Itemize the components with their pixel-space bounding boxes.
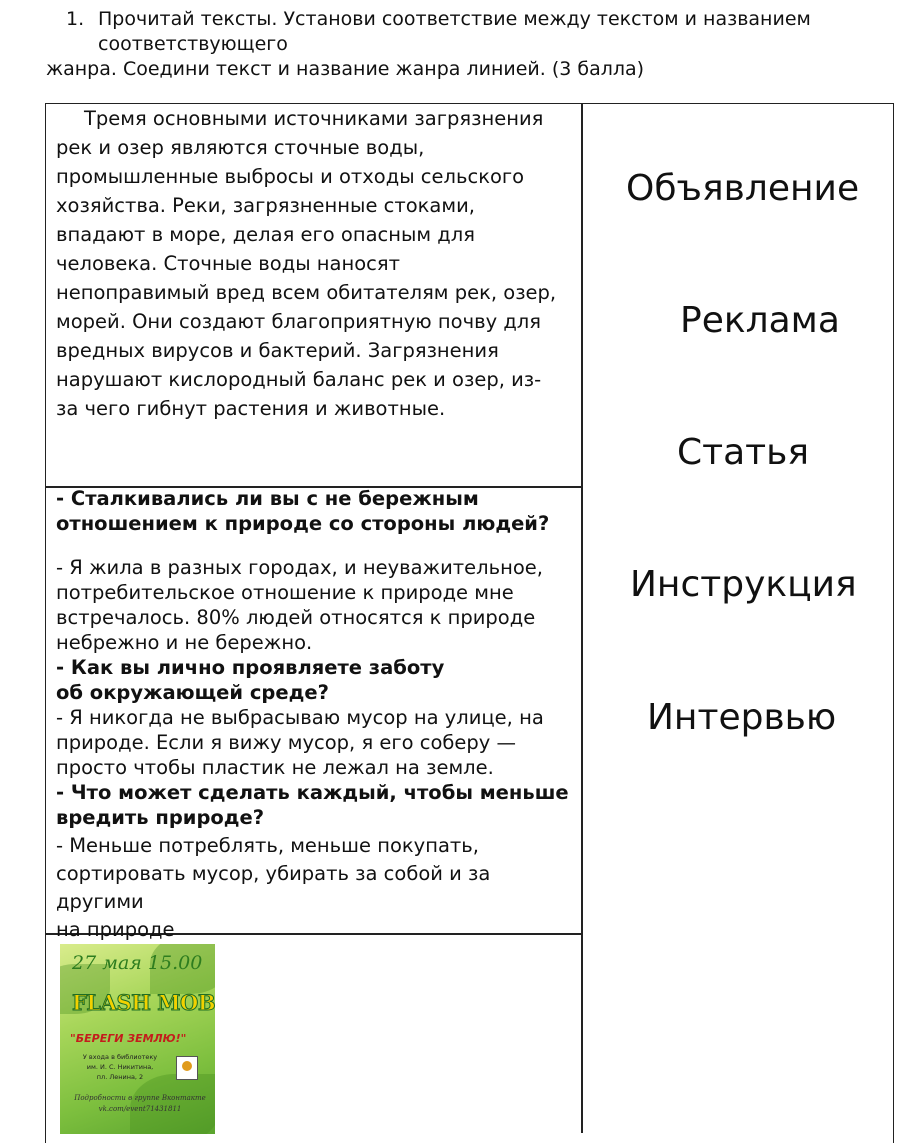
poster-details: Подробности в группе Вконтакте vk.com/event71431811 bbox=[74, 1094, 206, 1113]
text-1-line: впадают в море, делая его опасным для bbox=[56, 223, 475, 246]
question-1: - Сталкивались ли вы с не бережным отношением к природе со стороны людей? bbox=[56, 487, 550, 535]
text-1-line: промышленные выбросы и отходы сельского bbox=[56, 165, 525, 188]
text-1-line: за чего гибнут растения и животные. bbox=[56, 397, 446, 420]
poster-address: У входа в библиотеку им. И. С. Никитина, пл. Ленина, 2 bbox=[82, 1053, 158, 1081]
text-1-line: Тремя основными источниками загрязнения bbox=[84, 107, 544, 130]
answer-3: - Меньше потреблять, меньше покупать, сортировать мусор, убирать за собой и за другими на природе bbox=[56, 834, 491, 941]
genre-instruction[interactable]: Инструкция bbox=[630, 564, 857, 605]
genre-announcement[interactable]: Объявление bbox=[626, 168, 860, 209]
answer-2: - Я никогда не выбрасываю мусор на улице, на природе. Если я вижу мусор, я его соберу — просто чтобы пластик не лежал на земле. bbox=[56, 706, 544, 779]
poster-date: 27 мая 15.00 bbox=[72, 952, 203, 974]
text-1-line: рек и озер являются сточные воды, bbox=[56, 136, 425, 159]
text-1-article bbox=[56, 104, 576, 423]
poster-slogan: "БЕРЕГИ ЗЕМЛЮ!" bbox=[70, 1032, 187, 1045]
column-divider bbox=[581, 103, 583, 1133]
question-3: - Что может сделать каждый, чтобы меньше вредить природе? bbox=[56, 781, 569, 829]
question-2: - Как вы лично проявляете заботу об окружающей среде? bbox=[56, 656, 445, 704]
text-2-interview bbox=[56, 486, 576, 944]
genre-interview[interactable]: Интервью bbox=[647, 697, 837, 738]
task-line-1-text: Прочитай тексты. Установи соответствие между текстом и названием bbox=[98, 8, 811, 30]
text-1-line: непоправимый вред всем обитателям рек, озер, bbox=[56, 281, 557, 304]
poster-title: FLASH MOB bbox=[72, 990, 215, 1015]
text-1-line: человека. Сточные воды наносят bbox=[56, 252, 400, 275]
genre-article[interactable]: Статья bbox=[677, 432, 810, 473]
text-1-line: вредных вирусов и бактерий. Загрязнения bbox=[56, 339, 499, 362]
task-number: 1. bbox=[66, 8, 85, 30]
task-line-2: соответствующего bbox=[98, 33, 288, 55]
genre-advertisement[interactable]: Реклама bbox=[680, 300, 840, 341]
text-1-line: морей. Они создают благоприятную почву для bbox=[56, 310, 541, 333]
text-1-line: хозяйства. Реки, загрязненные стоками, bbox=[56, 194, 475, 217]
task-line-1 bbox=[66, 7, 811, 31]
answer-1: - Я жила в разных городах, и неуважительное, потребительское отношение к природе мне встречалось. 80% людей относятся к природе небрежно и не бережно. bbox=[56, 556, 543, 654]
text-1-line: нарушают кислородный баланс рек и озер, из- bbox=[56, 368, 542, 391]
library-emblem-icon bbox=[176, 1056, 198, 1080]
flashmob-poster-image bbox=[60, 944, 215, 1134]
task-line-3: жанра. Соедини текст и название жанра линией. (3 балла) bbox=[46, 58, 645, 80]
